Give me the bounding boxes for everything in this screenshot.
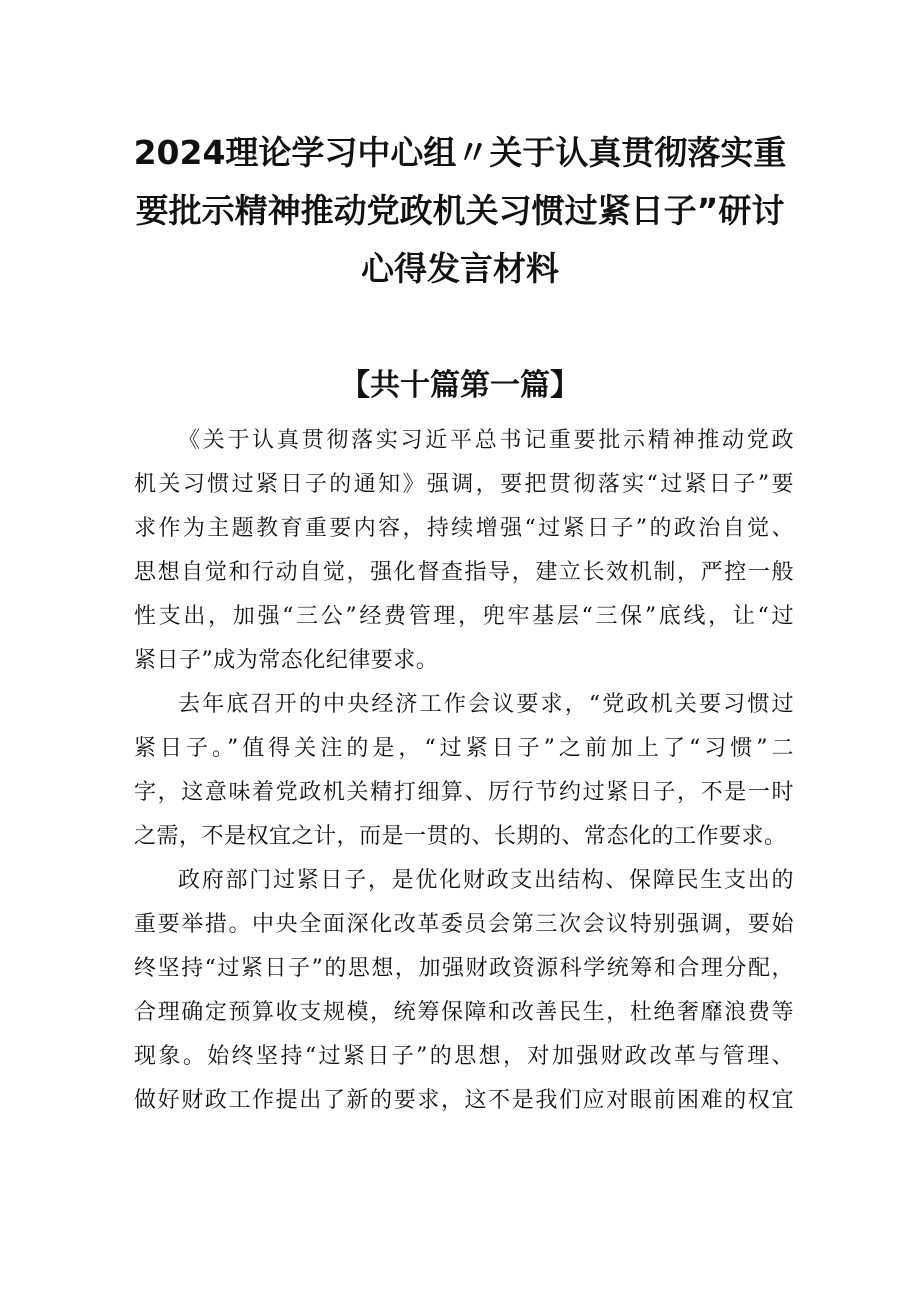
title-line: 心得发言材料: [361, 249, 559, 288]
paragraph: [134, 419, 794, 683]
document-title: [120, 124, 800, 298]
text-line: 机关习惯过紧日子的通知》强调，要把贯彻落实“过紧日子”要: [134, 472, 794, 497]
paragraph: [134, 683, 794, 859]
text-line: 之需，不是权宜之计，而是一贯的、长期的、常态化的工作要求。: [134, 824, 787, 849]
text-line: 字，这意味着党政机关精打细算、厉行节约过紧日子，不是一时: [134, 780, 794, 805]
text-line: 思想自觉和行动自觉，强化督查指导，建立长效机制，严控一般: [134, 560, 794, 585]
document-subtitle: 【共十篇第一篇】: [340, 368, 580, 403]
text-line: 终坚持“过紧日子”的思想，加强财政资源科学统筹和合理分配，: [134, 956, 794, 981]
text-line: 做好财政工作提出了新的要求，这不是我们应对眼前困难的权宜: [134, 1088, 794, 1113]
title-line: 2024理论学习中心组〃关于认真贯彻落实重: [133, 133, 787, 172]
text-line: 性支出，加强“三公”经费管理，兜牢基层“三保”底线，让“过: [134, 604, 794, 629]
text-line: 《关于认真贯彻落实习近平总书记重要批示精神推动党政: [178, 428, 794, 453]
text-line: 紧日子”成为常态化纪律要求。: [134, 648, 439, 673]
text-line: 现象。始终坚持“过紧日子”的思想，对加强财政改革与管理、: [134, 1044, 794, 1069]
text-line: 紧日子。”值得关注的是，“过紧日子”之前加上了“习惯”二: [134, 736, 794, 761]
text-line: 合理确定预算收支规模，统筹保障和改善民生，杜绝奢靡浪费等: [134, 1000, 794, 1025]
text-line: 重要举措。中央全面深化改革委员会第三次会议特别强调，要始: [134, 912, 794, 937]
paragraph: [134, 859, 794, 1123]
text-line: 去年底召开的中央经济工作会议要求，“党政机关要习惯过: [178, 692, 794, 717]
document-body: [134, 419, 794, 1123]
title-line: 要批示精神推动党政机关习惯过紧日子”研讨: [135, 191, 785, 230]
text-line: 政府部门过紧日子，是优化财政支出结构、保障民生支出的: [178, 868, 794, 893]
text-line: 求作为主题教育重要内容，持续增强“过紧日子”的政治自觉、: [134, 516, 794, 541]
